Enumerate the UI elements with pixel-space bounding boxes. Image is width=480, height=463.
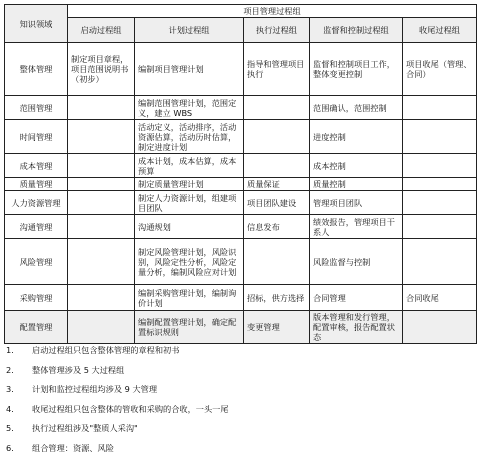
table-cell: 版本管理和发行管理，配置审核，报告配置状态 <box>310 311 403 344</box>
table-row <box>5 120 477 154</box>
table-cell: 信息发布 <box>244 215 310 239</box>
table-cell <box>403 178 477 191</box>
initiating-header: 启动过程组 <box>68 18 135 43</box>
table-cell: 合同收尾 <box>403 285 477 311</box>
area-cell: 配置管理 <box>5 311 68 344</box>
note-number: 2. <box>6 364 14 375</box>
table-cell: 沟通规划 <box>135 215 244 239</box>
note-text: 启动过程组只包含整体管理的章程和初书 <box>32 345 180 355</box>
table-cell: 成本控制 <box>310 154 403 178</box>
group-header-row <box>5 18 477 43</box>
table-cell: 质量保证 <box>244 178 310 191</box>
table-cell <box>403 311 477 344</box>
table-row <box>5 96 477 120</box>
table-cell <box>403 239 477 285</box>
executing-header: 执行过程组 <box>244 18 310 43</box>
table-cell <box>244 239 310 285</box>
table-row <box>5 239 477 285</box>
table-cell <box>68 285 135 311</box>
area-cell: 时间管理 <box>5 120 68 154</box>
area-cell: 沟通管理 <box>5 215 68 239</box>
table-cell <box>68 96 135 120</box>
table-cell: 编制范围管理计划，范围定义，建立 WBS <box>135 96 244 120</box>
table-cell <box>244 96 310 120</box>
table-cell: 制定项目章程，项目范围说明书（初步） <box>68 43 135 96</box>
table-cell <box>68 215 135 239</box>
table-cell: 风险监督与控制 <box>310 239 403 285</box>
table-row <box>5 154 477 178</box>
area-cell: 质量管理 <box>5 178 68 191</box>
process-groups-header: 项目管理过程组 <box>68 5 477 18</box>
table-cell <box>403 96 477 120</box>
list-item <box>6 404 229 424</box>
table-cell: 指导和管理项目执行 <box>244 43 310 96</box>
table-cell <box>403 154 477 178</box>
table-row <box>5 311 477 344</box>
table-cell: 监督和控制项目工作，整体变更控制 <box>310 43 403 96</box>
table-cell <box>244 120 310 154</box>
table-cell <box>403 191 477 215</box>
table-cell <box>68 120 135 154</box>
table-cell: 管理项目团队 <box>310 191 403 215</box>
table-cell: 合同管理 <box>310 285 403 311</box>
planning-header: 计划过程组 <box>135 18 244 43</box>
table-cell: 成本计划，成本估算，成本预算 <box>135 154 244 178</box>
table-cell: 范围确认，范围控制 <box>310 96 403 120</box>
table-cell <box>68 154 135 178</box>
note-text: 组合管理：资源、风险 <box>32 442 114 453</box>
monitoring-header: 监督和控制过程组 <box>310 18 403 43</box>
table-row <box>5 191 477 215</box>
table-cell: 绩效报告，管理项目干系人 <box>310 215 403 239</box>
note-number: 3. <box>6 384 14 395</box>
note-text: 执行过程组涉及"整质人采沟" <box>32 423 138 434</box>
table-cell: 制定人力资源计划，组建项目团队 <box>135 191 244 215</box>
table-cell: 项目团队建设 <box>244 191 310 215</box>
closing-header: 收尾过程组 <box>403 18 477 43</box>
note-number: 1. <box>6 345 14 355</box>
list-item <box>6 443 229 463</box>
table-header-row <box>5 5 477 18</box>
note-number: 6. <box>6 442 14 453</box>
knowledge-area-header: 知识领域 <box>5 5 68 43</box>
table-cell <box>68 311 135 344</box>
area-cell: 采购管理 <box>5 285 68 311</box>
table-row <box>5 215 477 239</box>
table-cell: 项目收尾（管理、合同） <box>403 43 477 96</box>
table-cell: 质量控制 <box>310 178 403 191</box>
table-cell <box>403 120 477 154</box>
note-text: 计划和监控过程组均涉及 9 大管理 <box>32 384 158 395</box>
list-item <box>6 423 229 443</box>
table-cell <box>68 191 135 215</box>
note-number: 5. <box>6 423 14 434</box>
table-cell: 活动定义，活动排序，活动资源估算，活动历时估算，制定进度计划 <box>135 120 244 154</box>
table-row <box>5 43 477 96</box>
table-cell: 制定质量管理计划 <box>135 178 244 191</box>
table-cell: 进度控制 <box>310 120 403 154</box>
table-cell: 编制采购管理计划，编制询价计划 <box>135 285 244 311</box>
table-row <box>5 178 477 191</box>
area-cell: 成本管理 <box>5 154 68 178</box>
area-cell: 人力资源管理 <box>5 191 68 215</box>
list-item <box>6 365 229 385</box>
note-number: 4. <box>6 403 14 414</box>
table-cell: 变更管理 <box>244 311 310 344</box>
table-cell <box>244 154 310 178</box>
table-cell: 编制项目管理计划 <box>135 43 244 96</box>
table-cell <box>68 239 135 285</box>
area-cell: 风险管理 <box>5 239 68 285</box>
list-item <box>6 384 229 404</box>
table-cell: 制定风险管理计划，风险识别，风险定性分析，风险定量分析，编制风险应对计划 <box>135 239 244 285</box>
table-cell <box>403 215 477 239</box>
area-cell: 范围管理 <box>5 96 68 120</box>
note-text: 整体管理涉及 5 大过程组 <box>32 364 125 375</box>
table-cell: 招标，供方选择 <box>244 285 310 311</box>
process-group-table <box>4 4 477 344</box>
note-text: 收尾过程组只包含整体的管收和采购的合收，一头一尾 <box>32 403 229 414</box>
area-cell: 整体管理 <box>5 43 68 96</box>
notes-list <box>6 345 229 463</box>
list-item <box>6 345 229 365</box>
table-row <box>5 285 477 311</box>
table-cell <box>68 178 135 191</box>
table-cell: 编制配置管理计划，确定配置标识规则 <box>135 311 244 344</box>
